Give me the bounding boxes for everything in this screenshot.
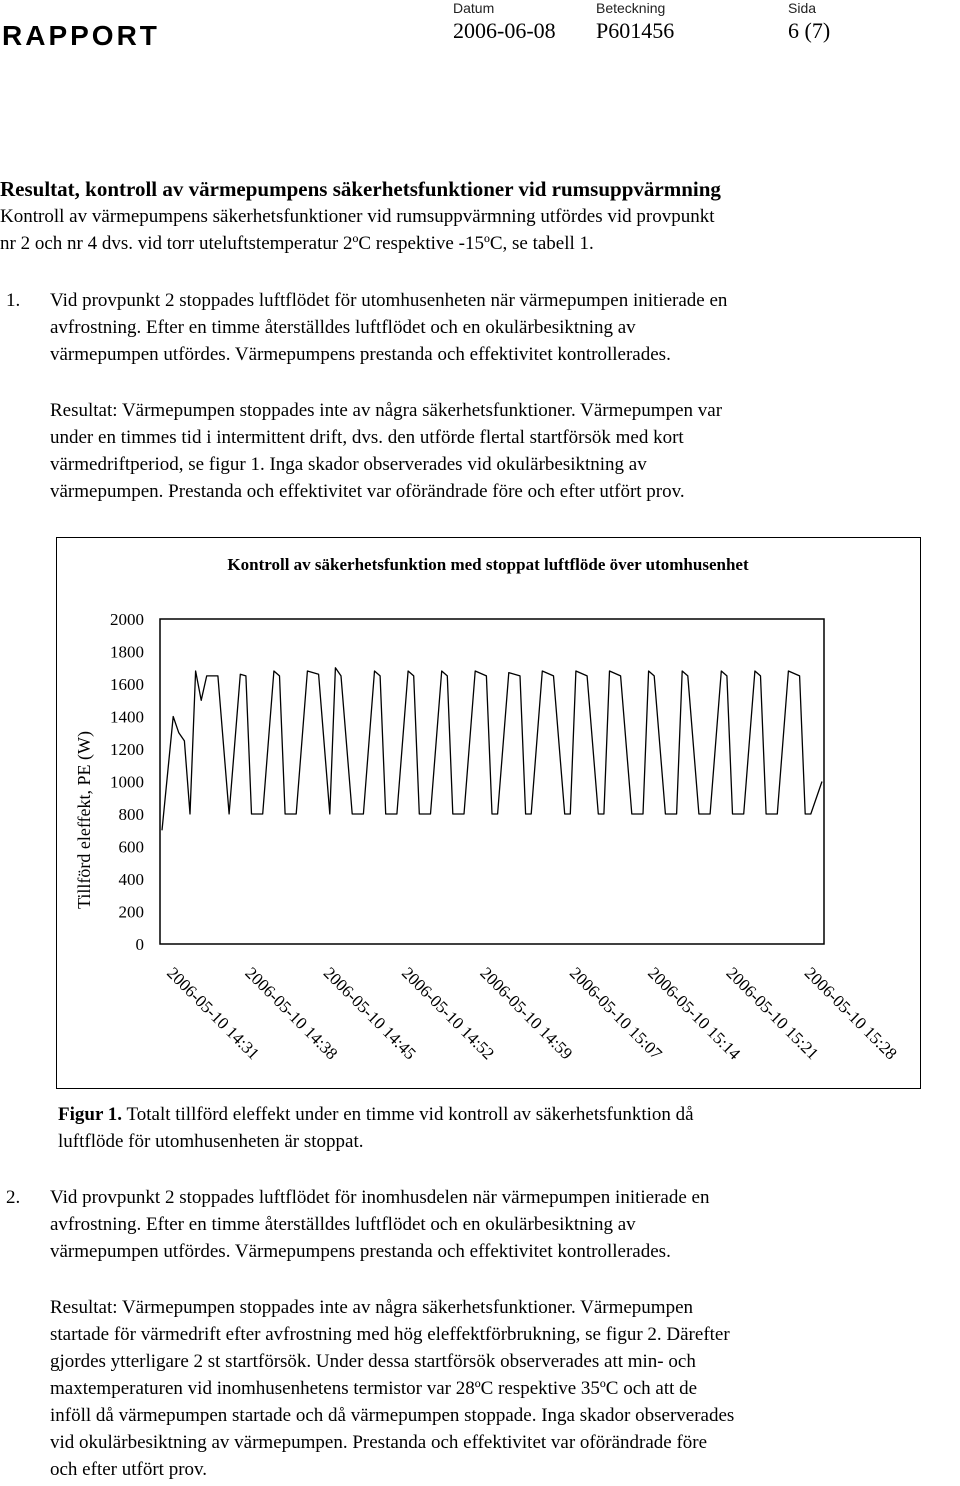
figure-caption-text: Totalt tillförd eleffekt under en timme vid kontroll av säkerhetsfunktion då <box>122 1104 694 1125</box>
item-2-line-1: Vid provpunkt 2 stoppades luftflödet för inomhusdelen när värmepumpen initierade en <box>50 1187 710 1208</box>
item-1-line-3: värmepumpen utfördes. Värmepumpens prestanda och effektivitet kontrollerades. <box>50 344 671 365</box>
power-chart <box>57 538 920 1088</box>
item-1-result-line-1: Resultat: Värmepumpen stoppades inte av några säkerhetsfunktioner. Värmepumpen var <box>50 400 723 421</box>
y-tick-label: 1800 <box>110 642 144 662</box>
date-value: 2006-06-08 <box>453 18 556 43</box>
chart-title: Kontroll av säkerhetsfunktion med stoppat luftflöde över utomhusenhet <box>227 555 749 574</box>
y-tick-label: 600 <box>118 837 144 857</box>
intro-line-2: nr 2 och nr 4 dvs. vid torr uteluftstemperatur 2ºC respektive -15ºC, se tabell 1. <box>0 233 594 254</box>
report-logo: RAPPORT <box>2 20 160 51</box>
y-tick-label: 1000 <box>110 772 144 792</box>
designation-value: P601456 <box>596 18 675 43</box>
figure-label: Figur 1. <box>58 1104 123 1125</box>
figure-caption-line-2: luftflöde för utomhusenheten är stoppat. <box>58 1131 364 1152</box>
x-tick-label: 2006-05-10 15:07 <box>565 963 666 1064</box>
y-tick-label: 1600 <box>110 675 144 694</box>
y-tick-label: 1200 <box>110 740 144 759</box>
y-tick-label: 200 <box>118 902 144 922</box>
item-1-line-2: avfrostning. Efter en timme återställdes luftflödet och en okulärbesiktning av <box>50 317 636 338</box>
chart-frame <box>56 537 921 1089</box>
page-number: 6 (7) <box>788 18 831 43</box>
x-tick-label: 2006-05-10 15:14 <box>644 963 745 1064</box>
figure-caption-line-1 <box>58 1101 694 1129</box>
item-1-line-1: Vid provpunkt 2 stoppades luftflödet för utomhusenheten när värmepumpen initierade en <box>50 290 728 311</box>
section-title: Resultat, kontroll av värmepumpens säkerhetsfunktioner vid rumsuppvärmning <box>0 177 721 201</box>
x-tick-label: 2006-05-10 14:59 <box>476 963 577 1064</box>
item-2-result-line-4: maxtemperaturen vid inomhusenhetens termistor var 28ºC respektive 35ºC och att de <box>50 1378 698 1399</box>
item-2-number: 2. <box>6 1187 21 1208</box>
series-layer <box>162 668 822 831</box>
x-tick-label: 2006-05-10 15:28 <box>800 963 901 1064</box>
item-2-result-line-3: gjordes ytterligare 2 st startförsök. Under dessa startförsök observerades att min- och <box>50 1351 696 1372</box>
item-1-number: 1. <box>6 290 21 311</box>
series-line-0 <box>162 668 822 831</box>
x-tick-label: 2006-05-10 14:38 <box>241 963 342 1064</box>
y-tick-label: 400 <box>118 870 144 889</box>
item-1-result-line-3: värmedriftperiod, se figur 1. Inga skador observerades vid okulärbesiktning av <box>50 454 647 475</box>
item-1-result-line-2: under en timmes tid i intermittent drift, dvs. den utförde flertal startförsök med kort <box>50 427 684 448</box>
x-axis-ticks <box>163 963 901 1063</box>
item-2-result-line-1: Resultat: Värmepumpen stoppades inte av några säkerhetsfunktioner. Värmepumpen <box>50 1297 694 1318</box>
item-2-line-2: avfrostning. Efter en timme återställdes luftflödet och en okulärbesiktning av <box>50 1214 636 1235</box>
item-2-result-line-7: och efter utfört prov. <box>50 1459 208 1480</box>
x-tick-label: 2006-05-10 15:21 <box>722 963 823 1064</box>
y-tick-label: 800 <box>118 805 144 824</box>
date-label: Datum <box>453 0 495 16</box>
plot-area <box>160 619 824 944</box>
intro-line-1: Kontroll av värmepumpens säkerhetsfunktioner vid rumsuppvärmning utfördes vid provpunkt <box>0 206 715 227</box>
page-label: Sida <box>788 0 817 16</box>
item-2-result-line-6: vid okulärbesiktning av värmepumpen. Prestanda och effektivitet var oförändrade före <box>50 1432 708 1453</box>
y-tick-label: 0 <box>135 935 144 954</box>
x-tick-label: 2006-05-10 14:31 <box>163 963 264 1064</box>
y-axis-label: Tillförd eleffekt, PE (W) <box>74 731 94 909</box>
item-2-result-line-5: inföll då värmepumpen startade och då värmepumpen stoppade. Inga skador observerades <box>50 1405 735 1426</box>
item-2-result-line-2: startade för värmedrift efter avfrostning med hög eleffektförbrukning, se figur 2. Därefter <box>50 1324 730 1345</box>
y-axis-ticks <box>110 610 144 954</box>
item-2-line-3: värmepumpen utfördes. Värmepumpens prestanda och effektivitet kontrollerades. <box>50 1241 671 1262</box>
y-tick-label: 2000 <box>110 610 144 629</box>
designation-label: Beteckning <box>596 0 666 16</box>
x-tick-label: 2006-05-10 14:45 <box>319 963 420 1064</box>
x-tick-label: 2006-05-10 14:52 <box>398 963 498 1064</box>
item-1-result-line-4: värmepumpen. Prestanda och effektivitet var oförändrade före och efter utfört prov. <box>50 481 685 502</box>
y-tick-label: 1400 <box>110 707 144 727</box>
